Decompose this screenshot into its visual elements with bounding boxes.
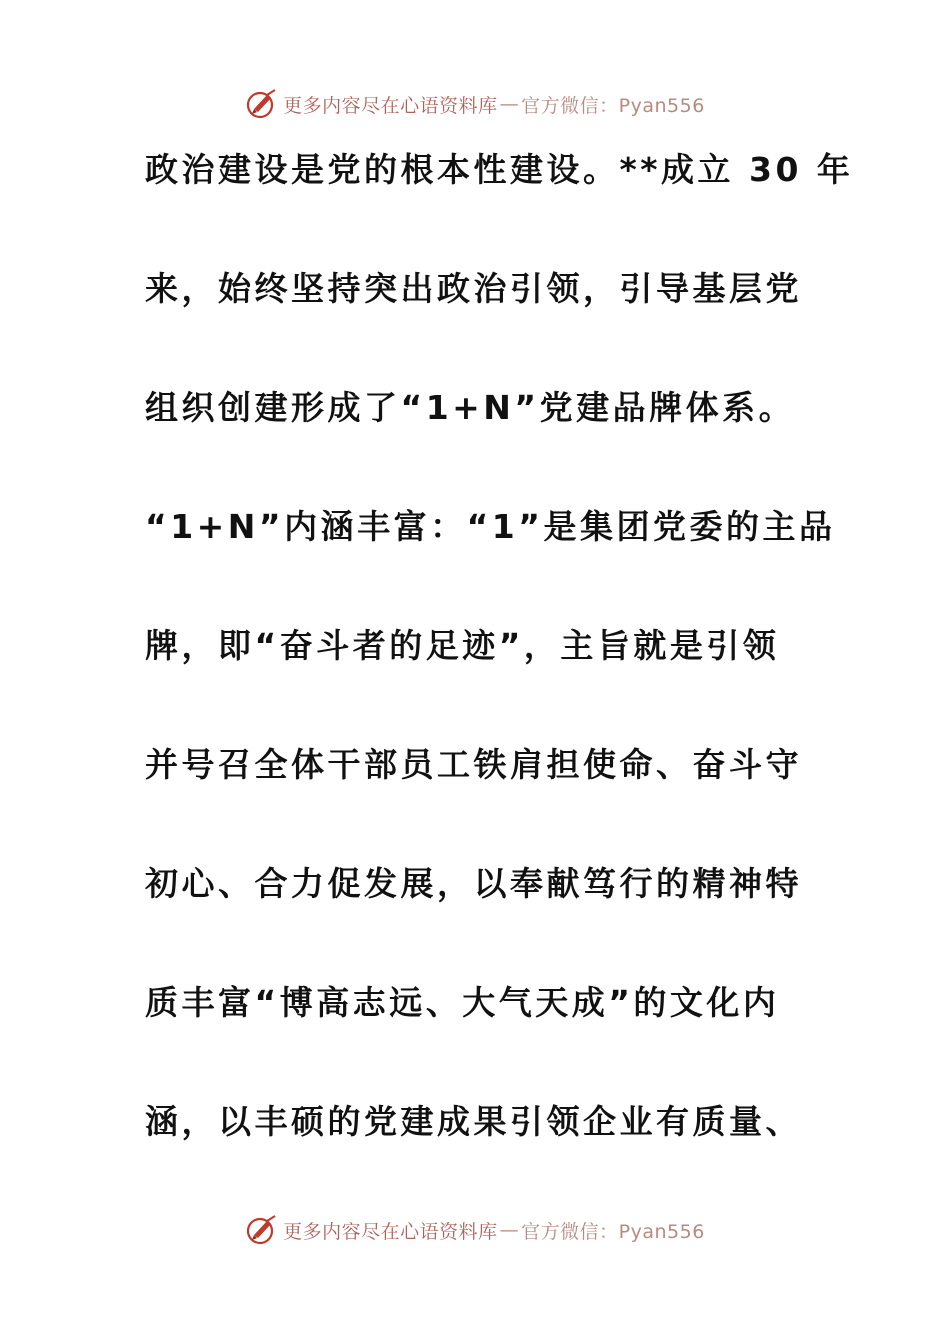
document-body — [145, 140, 854, 1211]
body-line: 牌，即“奋斗者的足迹”，主旨就是引领 — [145, 626, 780, 665]
banner-brand-text: 更多内容尽在心语资料库 — [283, 94, 498, 117]
body-line: 初心、合力促发展，以奉献笃行的精神特 — [145, 864, 802, 903]
pen-logo-icon — [245, 1213, 279, 1247]
body-line: “1+N”内涵丰富：“1”是集团党委的主品 — [145, 507, 836, 546]
body-line: 涵，以丰硕的党建成果引领企业有质量、 — [145, 1102, 802, 1141]
body-line: 并号召全体干部员工铁肩担使命、奋斗守 — [145, 745, 802, 784]
body-line: 来，始终坚持突出政治引领，引导基层党 — [145, 269, 802, 308]
banner-wechat-text: 官方微信：Pyan556 — [521, 94, 705, 117]
banner-wechat-text: 官方微信：Pyan556 — [521, 1220, 705, 1243]
banner-brand-text: 更多内容尽在心语资料库 — [283, 1220, 498, 1243]
body-line: 组织创建形成了“1+N”党建品牌体系。 — [145, 388, 796, 427]
body-line: 质丰富“博高志远、大气天成”的文化内 — [145, 983, 780, 1022]
banner-dash: — — [499, 93, 520, 115]
pen-logo-icon — [245, 87, 279, 121]
footer-watermark-banner — [0, 1210, 950, 1250]
header-watermark-banner — [0, 84, 950, 124]
banner-dash: — — [499, 1219, 520, 1241]
body-line: 政治建设是党的根本性建设。**成立 30 年 — [145, 150, 854, 189]
